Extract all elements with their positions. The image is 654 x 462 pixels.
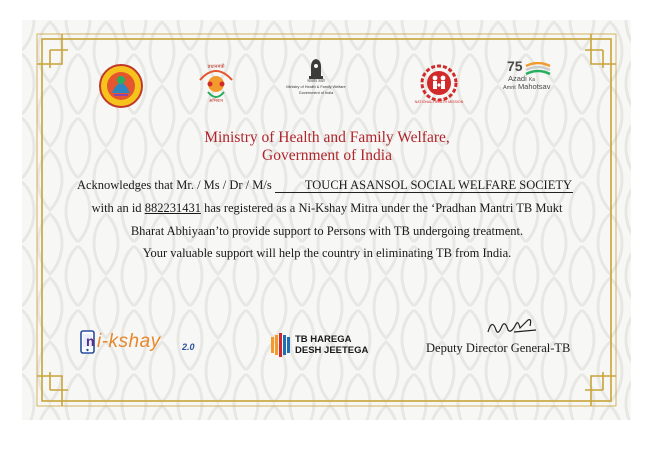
mahotsav-word: Mahotsav bbox=[517, 82, 551, 91]
pmtbmba-text-1: प्रधानमंत्री bbox=[207, 64, 225, 70]
azadi-75: 75 bbox=[507, 58, 523, 74]
ka-word: Ka bbox=[528, 77, 535, 83]
registration-line bbox=[0, 201, 654, 216]
nikshay-n: n bbox=[86, 333, 95, 349]
pmtbmba-logo bbox=[190, 58, 242, 110]
nhm-logo bbox=[414, 60, 464, 106]
tb-harega-emblem-icon bbox=[270, 333, 292, 357]
registration-text: has registered as a Ni-Kshay Mitra under the ‘Pradhan Mantri TB Mukt bbox=[204, 201, 563, 215]
nikshay-wordmark: i-kshay bbox=[97, 331, 161, 352]
mitra-id: 882231431 bbox=[144, 201, 201, 215]
amrit-word: Amrit bbox=[503, 85, 516, 91]
support-line: Bharat Abhiyaan’to provide support to Persons with TB undergoing treatment. bbox=[130, 224, 524, 238]
emblem-caption-1: Ministry of Health & Family Welfare bbox=[286, 85, 346, 89]
desh-jeetega-text: DESH JEETEGA bbox=[295, 345, 369, 356]
acknowledgement-prefix: Acknowledges that Mr. / Ms / Dr / M/s bbox=[76, 178, 272, 192]
tb-elimination-logo bbox=[98, 63, 144, 109]
pmtbmba-text-3: अभियान bbox=[208, 98, 224, 103]
emblem-motto: सत्यमेव जयते bbox=[307, 79, 325, 83]
tb-harega-text: TB HAREGA bbox=[295, 334, 352, 345]
azadi-word: Azadi bbox=[508, 74, 527, 83]
emblem-caption-2: Government of India bbox=[298, 91, 334, 95]
ministry-title-line1: Ministry of Health and Family Welfare, bbox=[204, 129, 450, 146]
national-emblem-block bbox=[283, 57, 349, 101]
ministry-title-line2: Government of India bbox=[262, 147, 392, 164]
id-prefix: with an id bbox=[91, 201, 142, 215]
signatory-title: Deputy Director General-TB bbox=[426, 341, 571, 355]
azadi-ka-amrit-mahotsav-logo bbox=[503, 60, 559, 94]
nikshay-version: 2.0 bbox=[182, 342, 195, 352]
recipient-name: TOUCH ASANSOL SOCIAL WELFARE SOCIETY bbox=[275, 178, 573, 193]
nhm-caption: NATIONAL HEALTH MISSION bbox=[414, 100, 464, 104]
ashoka-emblem-icon bbox=[307, 57, 325, 79]
signature-icon bbox=[484, 316, 540, 338]
tb-harega-desh-jeetega-logo bbox=[270, 333, 380, 359]
acknowledgement-line bbox=[0, 178, 652, 193]
nikshay-logo bbox=[80, 330, 210, 360]
closing-line: Your valuable support will help the country in eliminating TB from India. bbox=[142, 246, 512, 260]
